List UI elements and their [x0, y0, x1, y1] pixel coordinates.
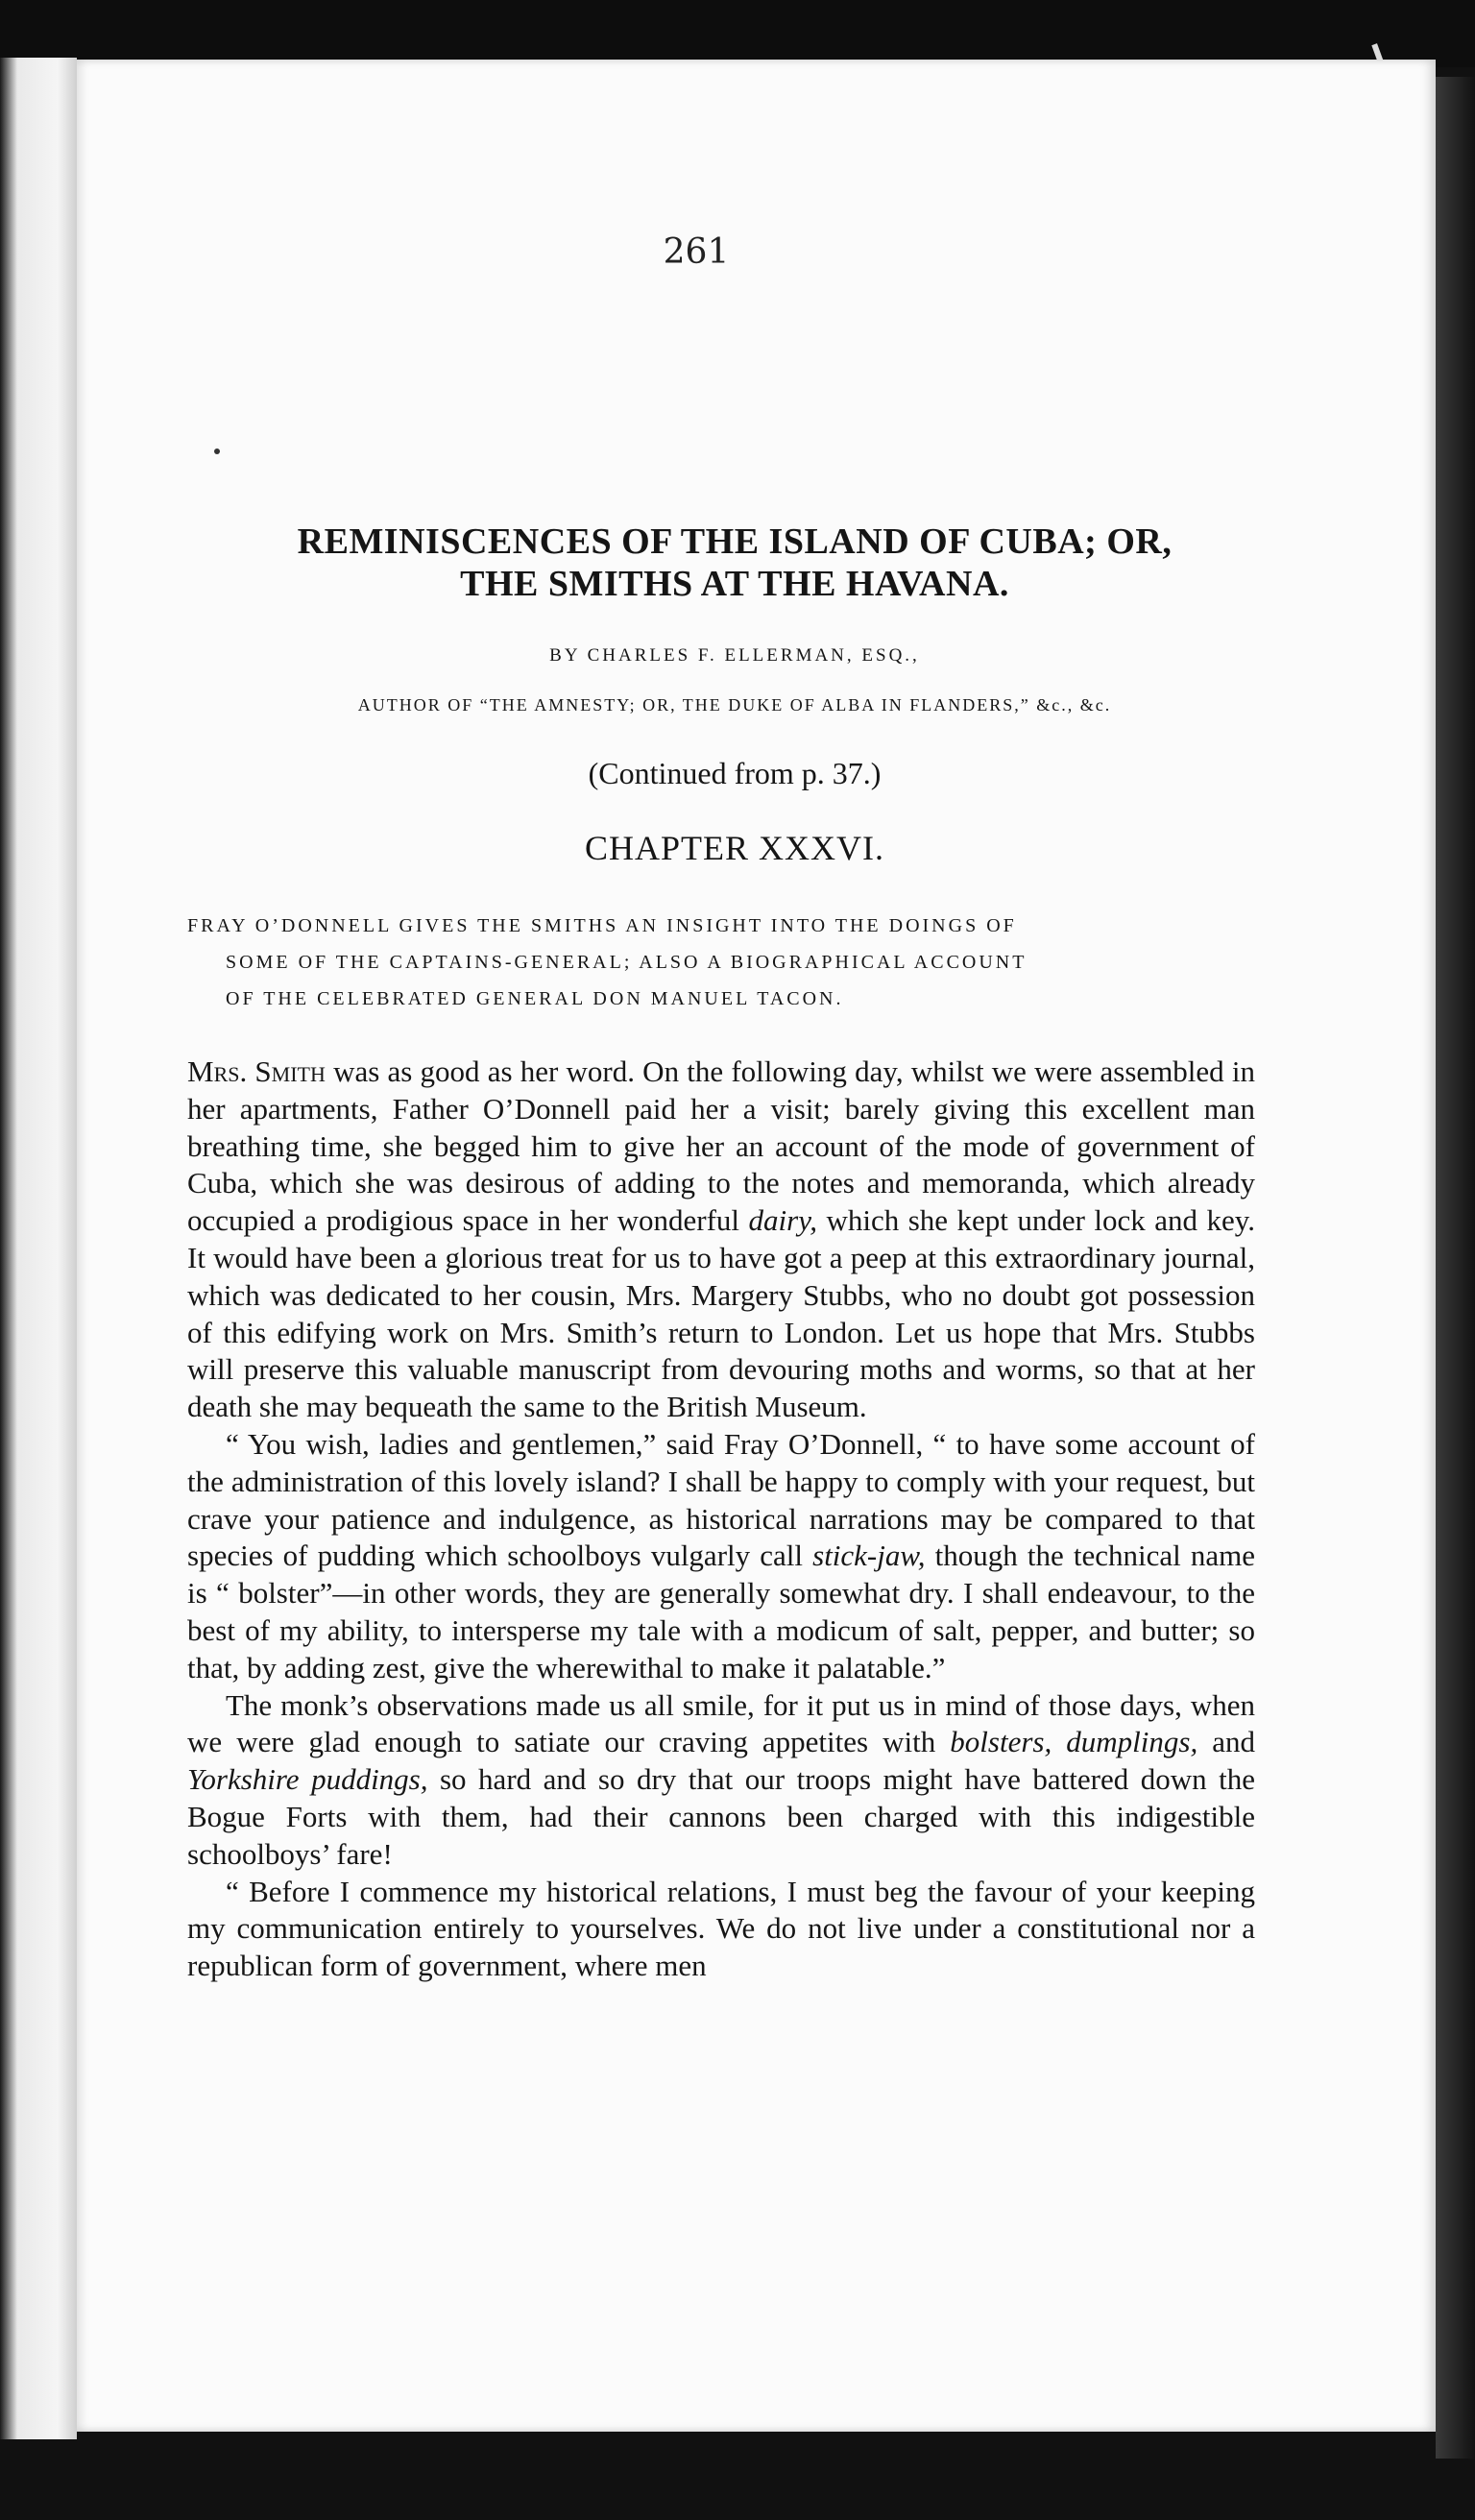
body-text	[187, 1054, 1255, 1985]
chapter-heading: CHAPTER XXXVI.	[584, 829, 884, 867]
byline: BY CHARLES F. ELLERMAN, ESQ.,	[549, 645, 920, 666]
continued-note: (Continued from p. 37.)	[588, 756, 882, 790]
summary-line-1: FRAY O’DONNELL GIVES THE SMITHS AN INSIGHT INTO THE DOINGS OF	[187, 915, 1017, 936]
previous-page-edge	[0, 58, 77, 2439]
italic-text: stick-jaw,	[812, 1539, 926, 1573]
paragraph-1	[187, 1054, 1255, 1426]
text-run: “ Before I commence my historical relations, I must beg the favour of your keeping my communication entirely to yourselves. We do not live under a constitutional nor a republican form of government, where men	[187, 1874, 1255, 1983]
text-run: though the technical name is “ bolster”—in other words, they are generally somewhat dry. I shall endeavour, to the best of my ability, to intersperse my tale with a modicum of salt, pepper, and butter; so that, by adding zest, give the wherewithal to make it palatable.”	[187, 1539, 1255, 1684]
title-line-2: THE SMITHS AT THE HAVANA.	[460, 564, 1009, 604]
summary-line-3: OF THE CELEBRATED GENERAL DON MANUEL TACON.	[226, 988, 844, 1009]
page-number: 261	[663, 232, 730, 272]
book-spine-edge	[1436, 77, 1475, 2459]
italic-text: Yorkshire puddings,	[187, 1762, 428, 1797]
italic-text: dairy,	[748, 1203, 818, 1238]
article-header	[192, 521, 1277, 868]
text-run: which she kept under lock and key. It would have been a glorious treat for us to have got a peep at this extraordinary journal, which was dedicated to her cousin, Mrs. Margery Stubbs, who no doubt got possession of this edifying work on Mrs. Smith’s return to London. Let us hope that Mrs. Stubbs will preserve this valuable manuscript from devouring moths and worms, so that at her death she may bequeath the same to the British Museum.	[187, 1203, 1255, 1424]
paragraph-2	[187, 1426, 1255, 1687]
text-run: The monk’s observations made us all smile, for it put us in mind of those days, when we were glad enough to satiate our craving appetites with	[187, 1687, 1255, 1759]
paragraph-3	[187, 1687, 1255, 1874]
stray-mark	[214, 448, 220, 454]
author-credits: AUTHOR OF “THE AMNESTY; OR, THE DUKE OF ALBA IN FLANDERS,” &c., &c.	[357, 695, 1112, 715]
article-title	[192, 521, 1277, 605]
scan-background-top	[0, 0, 1475, 67]
italic-text: bolsters, dumplings,	[950, 1725, 1198, 1759]
paragraph-4	[187, 1874, 1255, 1985]
text-run: so hard and so dry that our troops might have battered down the Bogue Forts with them, had their cannons been charged with this indigestible schoolboys’ fare!	[187, 1762, 1256, 1871]
paragraph-lead: Mrs. Smith	[187, 1054, 326, 1088]
chapter-summary	[187, 908, 1253, 1017]
text-run: was as good as her word. On the following day, whilst we were assembled in her apartments, Father O’Donnell paid her a visit; barely giving this excellent man breathing time, she begged him to give her an account of the mode of government of Cuba, which she was desirous of adding to the notes and memoranda, which already occupied a prodigious space in her wonderful	[187, 1054, 1255, 1238]
summary-line-2: SOME OF THE CAPTAINS-GENERAL; ALSO A BIOGRAPHICAL ACCOUNT	[226, 952, 1028, 973]
text-run: “ You wish, ladies and gentlemen,” said Fray O’Donnell, “ to have some account of the administration of this lovely island? I shall be happy to comply with your request, but crave your patience and indulgence, as historical narrations may be compared to that species of pudding which schoolboys vulgarly call	[187, 1426, 1255, 1573]
text-run: and	[1197, 1725, 1256, 1759]
title-line-1: REMINISCENCES OF THE ISLAND OF CUBA; OR,	[297, 521, 1173, 562]
